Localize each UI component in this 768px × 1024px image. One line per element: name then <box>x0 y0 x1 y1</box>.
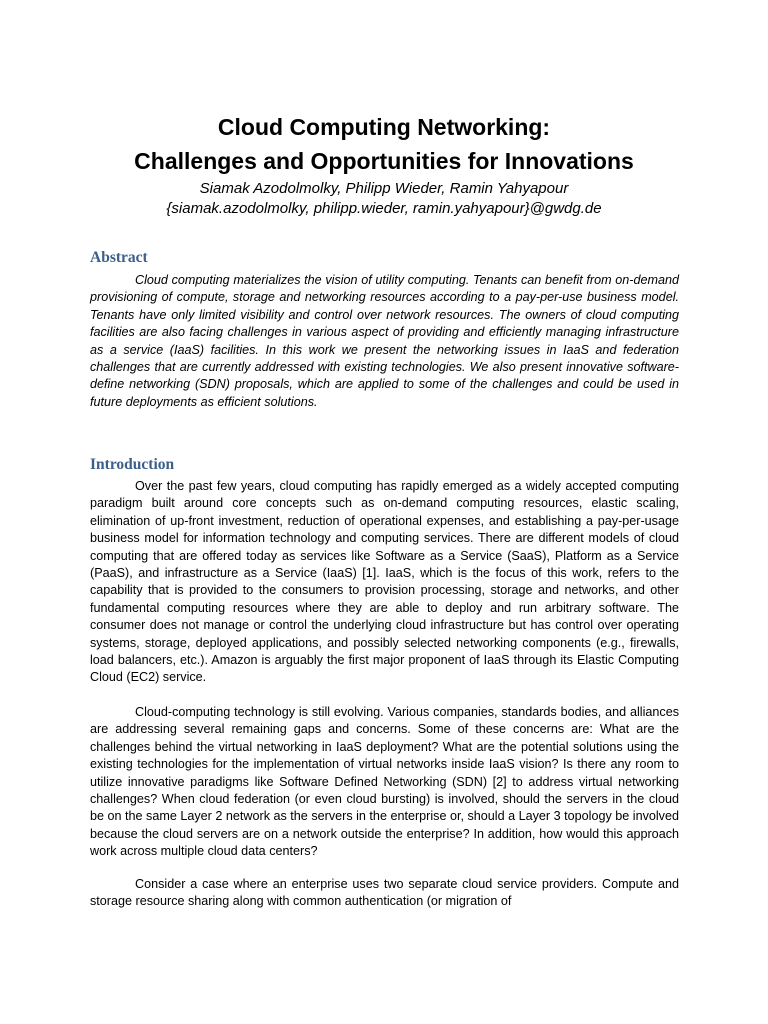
author-emails: {siamak.azodolmolky, philipp.wieder, ramin.yahyapour}@gwdg.de <box>166 200 602 217</box>
intro-paragraph-1: Over the past few years, cloud computing has rapidly emerged as a widely accepted computing paradigm built around core concepts such as on-demand computing resources, elastic scaling, elimination of up-front investment, reduction of operational expenses, and establishing a pay-per-usage business model for information technology and computing services. There are different models of cloud computing that are offered today as services like Software as a Service (SaaS), Platform as a Service (PaaS), and infrastructure as a Service (IaaS) [1]. IaaS, which is the focus of this work, refers to the capability that is provided to the consumers to provision processing, storage and networks, and other fundamental computing resources where they are able to deploy and run arbitrary software. The consumer does not manage or control the underlying cloud infrastructure but has control over operating systems, storage, deployed applications, and possibly selected networking components (e.g., firewalls, load balancers, etc.). Amazon is arguably the first major proponent of IaaS through its Elastic Computing Cloud (EC2) service. <box>90 479 679 685</box>
author-list: Siamak Azodolmolky, Philipp Wieder, Ramin Yahyapour <box>199 180 569 197</box>
paper-title-line-2: Challenges and Opportunities for Innovations <box>134 148 634 174</box>
paper-title-line-1: Cloud Computing Networking: <box>217 114 551 140</box>
abstract-heading: Abstract <box>90 249 148 266</box>
intro-paragraph-3: Consider a case where an enterprise uses two separate cloud service providers. Compute and storage resource sharing along with common authentication (or migration of <box>90 877 679 909</box>
introduction-heading: Introduction <box>90 456 175 473</box>
intro-paragraph-2: Cloud-computing technology is still evolving. Various companies, standards bodies, and alliances are addressing several remaining gaps and concerns. Some of these concerns are: What are the challenges behind the virtual networking in IaaS deployment? What are the potential solutions using the existing technologies for the implementation of virtual networks inside IaaS vision? Is there any room to utilize innovative paradigms like Software Defined Networking (SDN) [2] to address virtual networking challenges? When cloud federation (or even cloud bursting) is involved, should the servers in the cloud be on the same Layer 2 network as the servers in the enterprise or, should a Layer 3 topology be involved because the cloud servers are on a network outside the enterprise? In addition, how would this approach work across multiple cloud data centers? <box>90 705 679 859</box>
abstract-text: Cloud computing materializes the vision of utility computing. Tenants can benefit from on-demand provisioning of compute, storage and networking resources according to a pay-per-use business model. Tenants have only limited visibility and control over network resources. The owners of cloud computing facilities are also facing challenges in various aspect of providing and efficiently managing infrastructure as a service (IaaS) facilities. In this work we present the networking issues in IaaS and federation challenges that are currently addressed with existing technologies. We also present innovative software-define networking (SDN) proposals, which are applied to some of the challenges and could be used in future deployments as efficient solutions. <box>90 273 679 409</box>
